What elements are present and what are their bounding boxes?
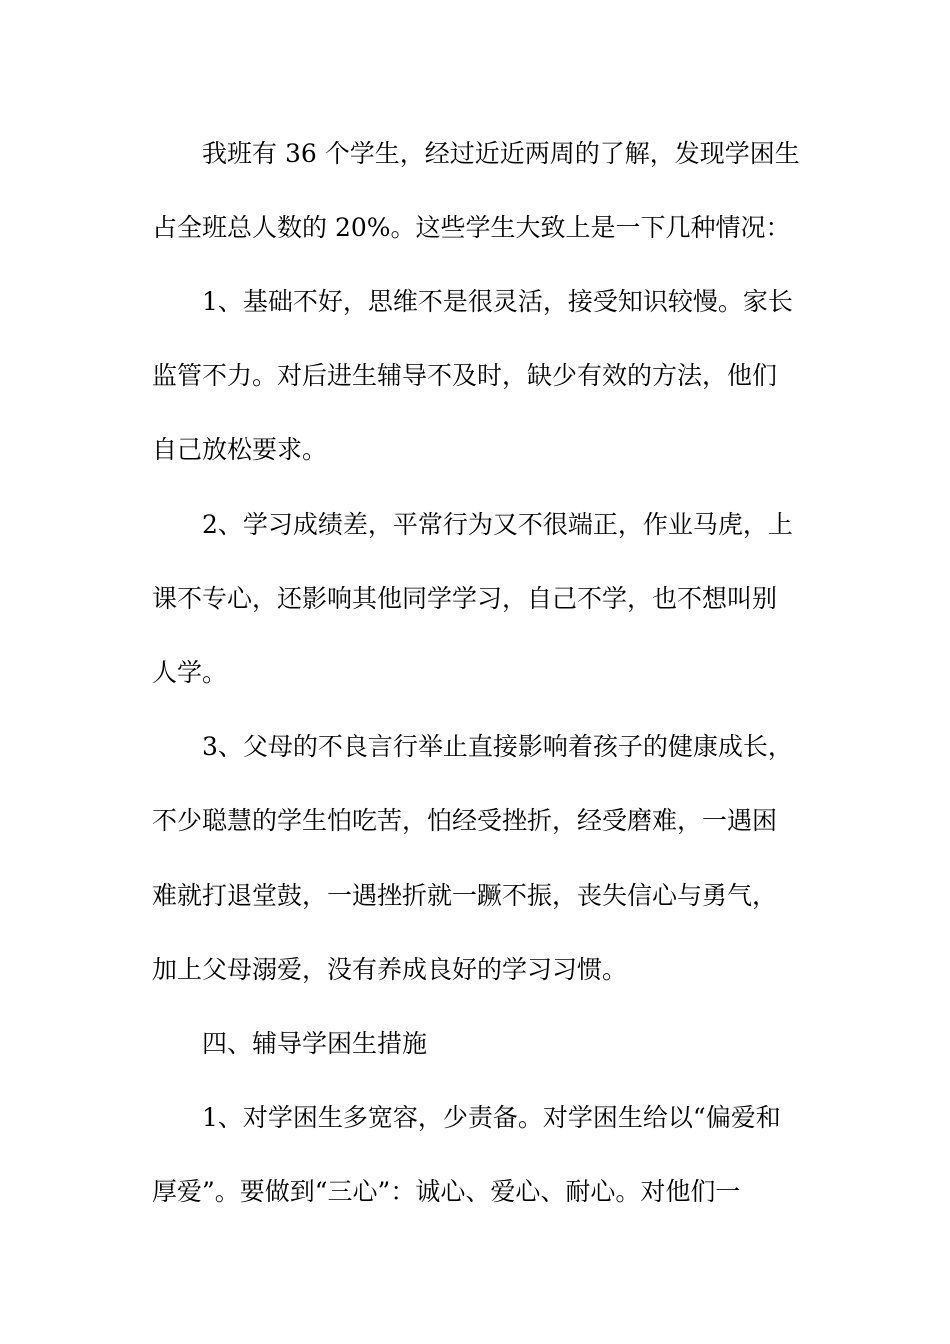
paragraph-line: 2、学习成绩差，平常行为又不很端正，作业马虎，上 [202,510,793,539]
section-heading: 四、辅导学困生措施 [202,1029,428,1058]
paragraph-line: 厚爱”。要做到“三心”：诚心、爱心、耐心。对他们一 [152,1177,741,1206]
paragraph-line: 监管不力。对后进生辅导不及时，缺少有效的方法，他们 [152,361,778,390]
paragraph-line: 难就打退堂鼓，一遇挫折就一蹶不振，丧失信心与勇气， [152,881,778,910]
paragraph-line: 加上父母溺爱，没有养成良好的学习习惯。 [152,955,628,984]
paragraph-line: 课不专心，还影响其他同学学习，自己不学，也不想叫别 [152,584,778,613]
paragraph-line: 人学。 [152,658,228,687]
paragraph-line: 不少聪慧的学生怕吃苦，怕经受挫折，经受磨难，一遇困 [152,806,778,835]
paragraph-line: 占全班总人数的 20%。这些学生大致上是一下几种情况： [152,213,791,242]
paragraph-line: 1、对学困生多宽容，少责备。对学困生给以“偏爱和 [202,1103,781,1132]
paragraph-line: 我班有 36 个学生，经过近近两周的了解，发现学困生 [202,139,800,168]
paragraph-line: 3、父母的不良言行举止直接影响着孩子的健康成长， [202,732,793,761]
paragraph-line: 1、基础不好，思维不是很灵活，接受知识较慢。家长 [202,287,793,316]
paragraph-line: 自己放松要求。 [152,435,328,464]
